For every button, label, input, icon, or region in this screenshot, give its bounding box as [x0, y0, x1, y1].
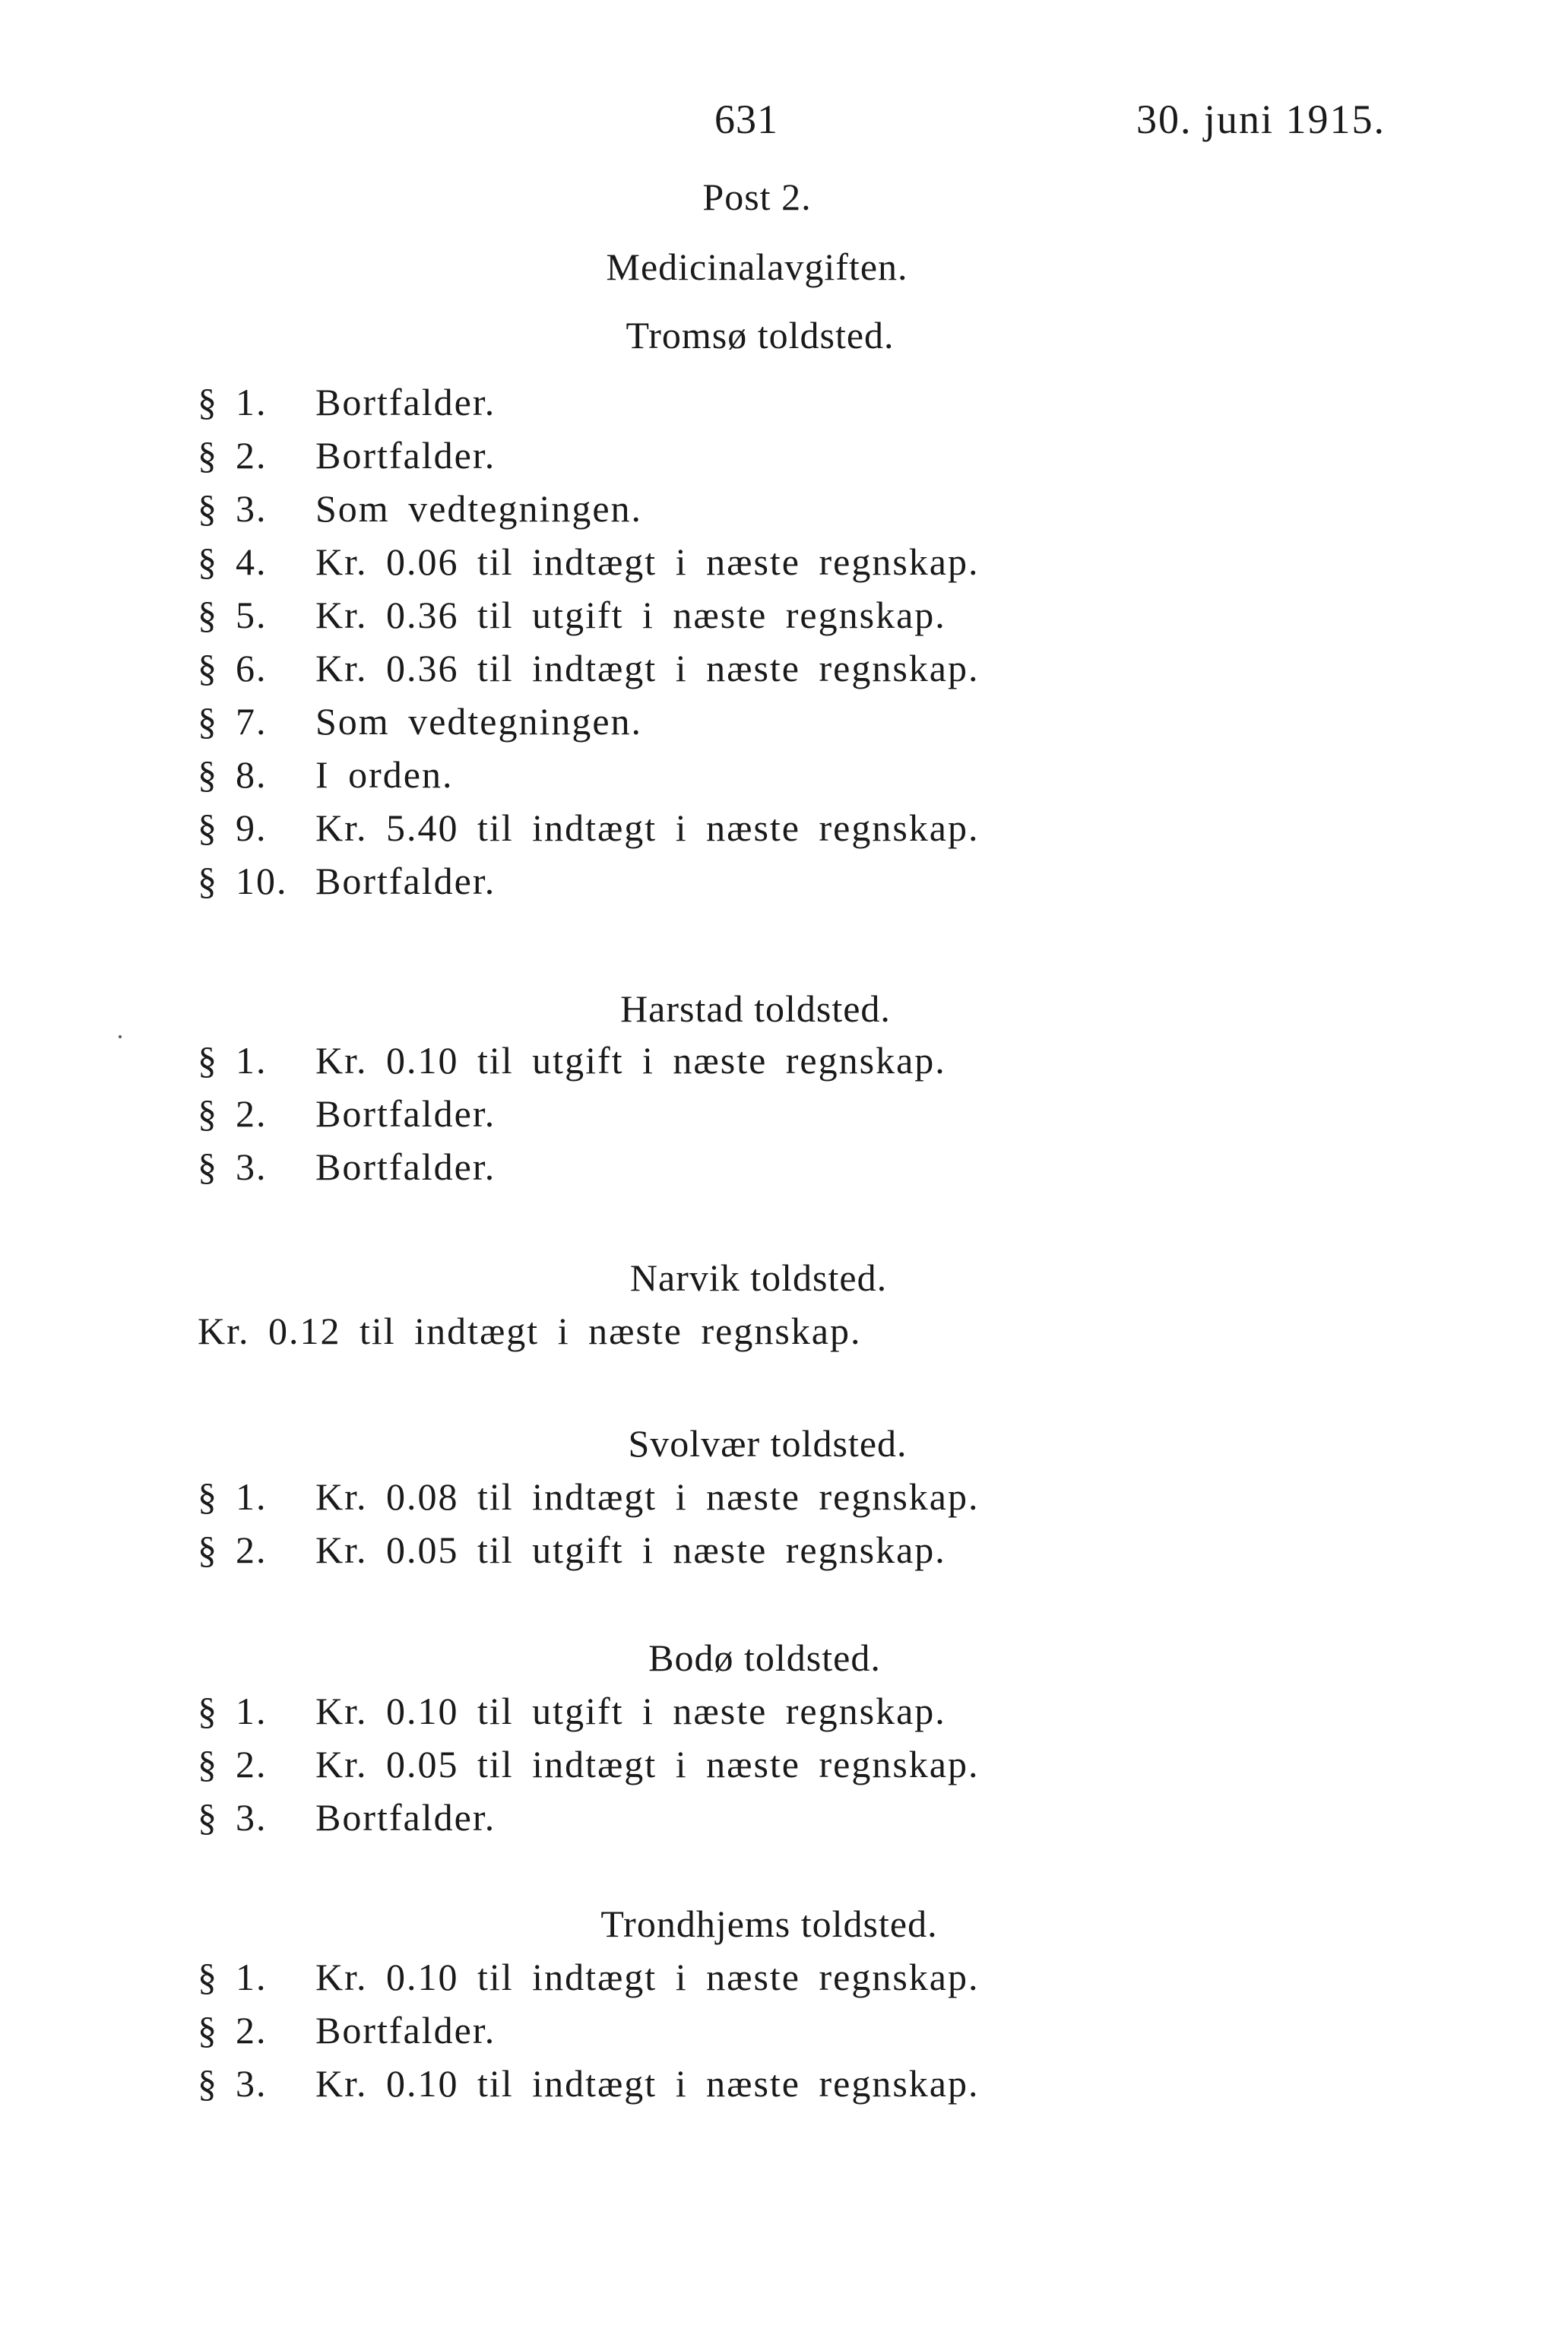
paragraph-entry — [198, 1955, 979, 1999]
paragraph-text: Kr. 5.40 til indtægt i næste regnskap. — [315, 806, 980, 849]
section-heading-tromso: Tromsø toldsted. — [626, 314, 895, 356]
paragraph-number: 3. — [236, 487, 268, 530]
paragraph-entry — [198, 593, 946, 637]
paragraph-number: 5. — [236, 594, 268, 636]
page-date: 30. juni 1915. — [1136, 97, 1386, 142]
paragraph-number: 3. — [236, 1145, 268, 1188]
paragraph-number: 9. — [236, 806, 268, 849]
paragraph-entry — [198, 1145, 496, 1189]
paragraph-text: Kr. 0.36 til utgift i næste regnskap. — [315, 594, 946, 636]
section-sign: § — [198, 1475, 218, 1518]
paragraph-number: 1. — [236, 1690, 268, 1732]
paragraph-number: 1. — [236, 1475, 268, 1518]
paragraph-text: Kr. 0.08 til indtægt i næste regnskap. — [315, 1475, 980, 1518]
paragraph-number: 1. — [236, 1956, 268, 1998]
section-sign: § — [198, 2009, 218, 2051]
paragraph-entry — [198, 752, 454, 797]
section-sign: § — [198, 806, 218, 849]
paragraph-entry — [198, 1689, 946, 1733]
paragraph-number: 2. — [236, 1529, 268, 1571]
paragraph-text: Som vedtegningen. — [315, 700, 643, 743]
paragraph-text: Bortfalder. — [315, 2009, 496, 2051]
post-heading: Post 2. — [702, 176, 812, 218]
ink-speck — [119, 1035, 122, 1038]
narvik-entry: Kr. 0.12 til indtægt i næste regnskap. — [198, 1310, 862, 1352]
paragraph-entry — [198, 540, 979, 584]
paragraph-entry — [198, 1091, 496, 1136]
paragraph-number: 7. — [236, 700, 268, 743]
section-sign: § — [198, 1743, 218, 1785]
paragraph-text: I orden. — [315, 753, 454, 796]
section-heading-narvik: Narvik toldsted. — [629, 1256, 888, 1299]
paragraph-number: 2. — [236, 1743, 268, 1785]
paragraph-text: Kr. 0.06 til indtægt i næste regnskap. — [315, 540, 980, 583]
paragraph-entry — [198, 2008, 496, 2052]
section-sign: § — [198, 1039, 218, 1082]
section-sign: § — [198, 1529, 218, 1571]
paragraph-entry — [198, 380, 496, 424]
section-sign: § — [198, 700, 218, 743]
page-number: 631 — [714, 97, 778, 142]
section-sign: § — [198, 2062, 218, 2105]
section-heading-svolvaer: Svolvær toldsted. — [628, 1422, 908, 1465]
paragraph-number: 10. — [236, 860, 288, 902]
section-sign: § — [198, 540, 218, 583]
paragraph-text: Bortfalder. — [315, 1145, 496, 1188]
paragraph-text: Bortfalder. — [315, 1092, 496, 1135]
paragraph-entry — [198, 806, 979, 850]
paragraph-entry — [198, 2061, 979, 2105]
section-sign: § — [198, 434, 218, 477]
paragraph-number: 3. — [236, 2062, 268, 2105]
paragraph-text: Kr. 0.10 til utgift i næste regnskap. — [315, 1039, 946, 1082]
paragraph-entry — [198, 1795, 496, 1839]
paragraph-entry — [198, 699, 642, 743]
paragraph-entry — [198, 1742, 979, 1786]
section-heading-trondhjem: Trondhjems toldsted. — [600, 1903, 938, 1945]
paragraph-entry — [198, 646, 979, 690]
paragraph-number: 2. — [236, 1092, 268, 1135]
paragraph-text: Kr. 0.05 til indtægt i næste regnskap. — [315, 1743, 980, 1785]
paragraph-number: 4. — [236, 540, 268, 583]
paragraph-text: Kr. 0.05 til utgift i næste regnskap. — [315, 1529, 946, 1571]
section-sign: § — [198, 1796, 218, 1839]
paragraph-number: 1. — [236, 1039, 268, 1082]
paragraph-text: Kr. 0.10 til indtægt i næste regnskap. — [315, 2062, 980, 2105]
paragraph-text: Bortfalder. — [315, 1796, 496, 1839]
paragraph-text: Bortfalder. — [315, 860, 496, 902]
paragraph-text: Kr. 0.36 til indtægt i næste regnskap. — [315, 647, 980, 689]
section-sign: § — [198, 753, 218, 796]
paragraph-number: 1. — [236, 381, 268, 423]
paragraph-entry — [198, 1038, 946, 1082]
paragraph-entry — [198, 859, 496, 903]
section-sign: § — [198, 1956, 218, 1998]
paragraph-text: Kr. 0.10 til indtægt i næste regnskap. — [315, 1956, 980, 1998]
section-heading-harstad: Harstad toldsted. — [620, 987, 891, 1030]
document-title: Medicinalavgiften. — [606, 246, 908, 288]
paragraph-number: 2. — [236, 2009, 268, 2051]
section-sign: § — [198, 1092, 218, 1135]
paragraph-text: Bortfalder. — [315, 381, 496, 423]
paragraph-entry — [198, 1475, 979, 1519]
section-sign: § — [198, 487, 218, 530]
section-heading-bodo: Bodø toldsted. — [648, 1636, 881, 1679]
paragraph-text: Som vedtegningen. — [315, 487, 643, 530]
paragraph-number: 8. — [236, 753, 268, 796]
paragraph-entry — [198, 486, 642, 531]
section-sign: § — [198, 1145, 218, 1188]
section-sign: § — [198, 860, 218, 902]
paragraph-number: 2. — [236, 434, 268, 477]
section-sign: § — [198, 381, 218, 423]
section-sign: § — [198, 1690, 218, 1732]
paragraph-entry — [198, 433, 496, 477]
paragraph-number: 3. — [236, 1796, 268, 1839]
paragraph-text: Kr. 0.10 til utgift i næste regnskap. — [315, 1690, 946, 1732]
paragraph-text: Bortfalder. — [315, 434, 496, 477]
paragraph-entry — [198, 1528, 946, 1572]
section-sign: § — [198, 647, 218, 689]
paragraph-number: 6. — [236, 647, 268, 689]
section-sign: § — [198, 594, 218, 636]
